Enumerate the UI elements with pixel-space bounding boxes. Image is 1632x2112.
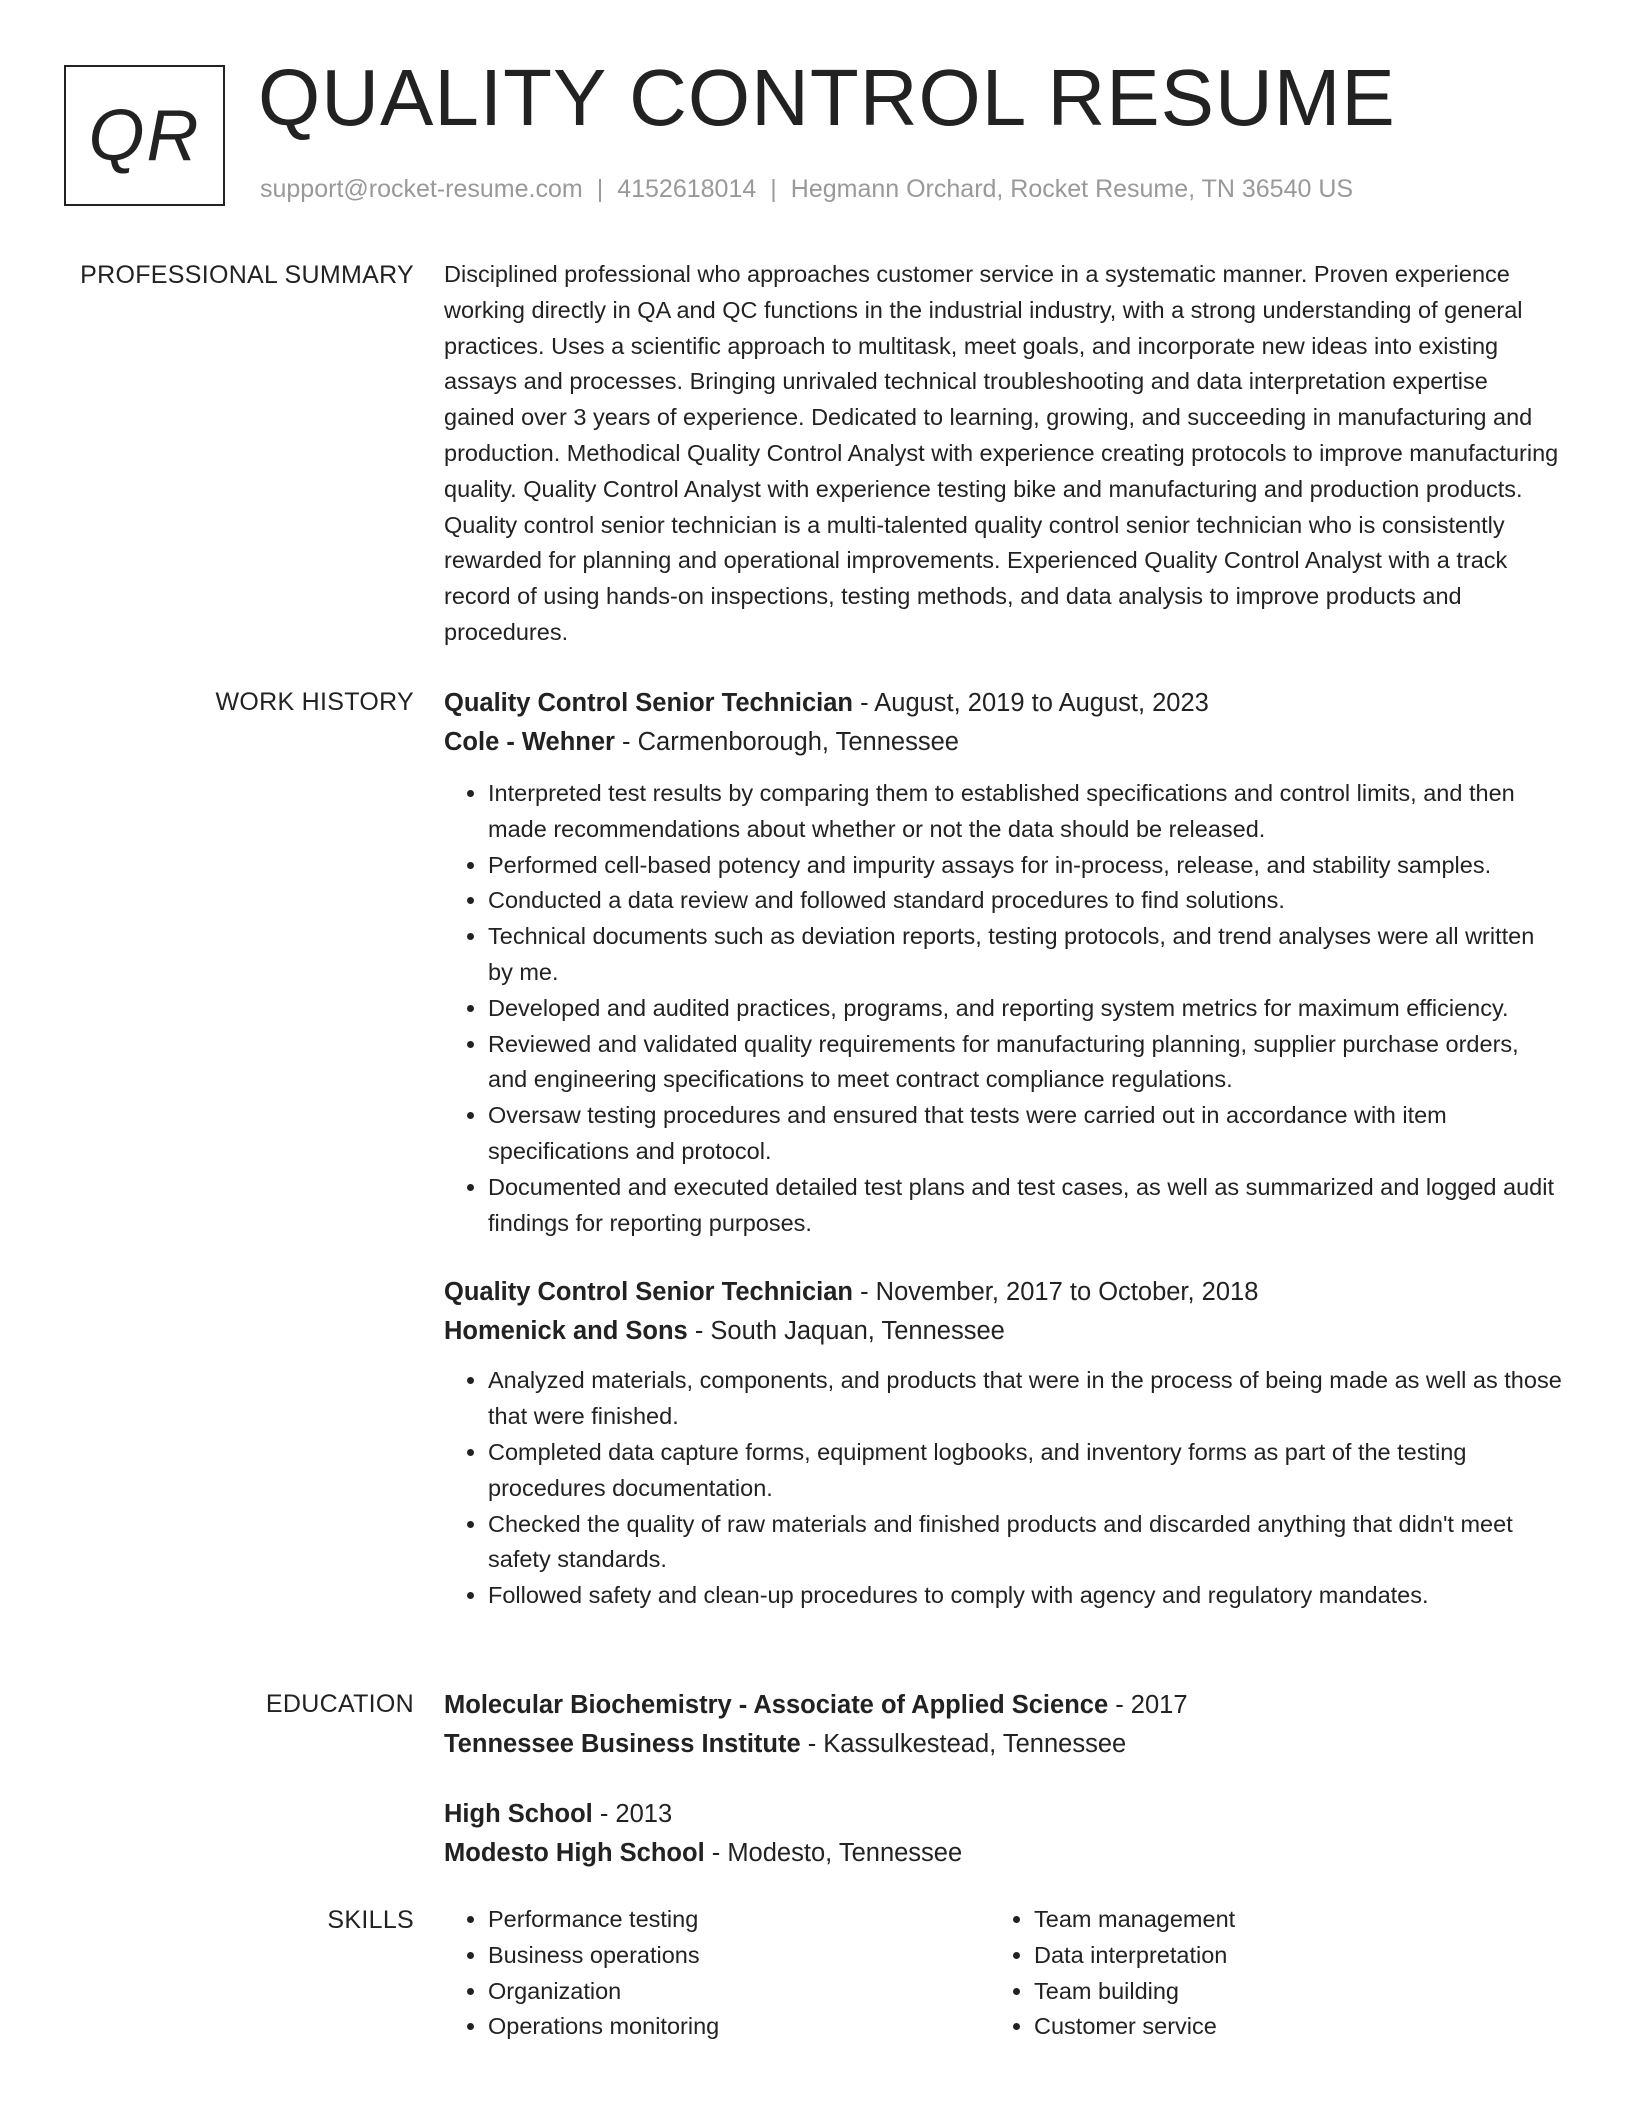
job-title-line (444, 1273, 1564, 1312)
contact-address: Hegmann Orchard, Rocket Resume, TN 36540 US (790, 175, 1354, 203)
skill-item: • Team management (1034, 1902, 1235, 1938)
skills-columns (444, 1902, 1564, 2045)
summary-text: Disciplined professional who approaches customer service in a systematic manner. Proven experience working directly in QA and QC functions in the industrial industry, with a strong understanding of general practices. Uses a scientific approach to multitask, meet goals, and incorporate new ideas into existing assays and processes. Bringing unrivaled technical troubleshooting and data interpretation expertise gained over 3 years of experience. Dedicated to learning, growing, and succeeding in manufacturing and production. Methodical Quality Control Analyst with experience creating protocols to improve manufacturing quality. Quality Control Analyst with experience testing bike and manufacturing and production products. Quality control senior technician is a multi-talented quality control senior technician who is consistently rewarded for planning and operational improvements. Experienced Quality Control Analyst with a track record of using hands-on inspections, testing methods, and data analysis to improve products and procedures. (444, 261, 1559, 645)
skill-item: • Team building (1034, 1974, 1235, 2010)
job-title: Quality Control Senior Technician (444, 1278, 853, 1307)
degree: High School (444, 1800, 593, 1828)
job-entry (444, 1273, 1564, 1614)
job-location: - South Jaquan, Tennessee (687, 1317, 1005, 1346)
list-item: • Completed data capture forms, equipment logbooks, and inventory forms as part of the testing procedures documentation. (488, 1435, 1564, 1507)
section-label-work-history: WORK HISTORY (215, 688, 414, 716)
school-line (444, 1834, 1564, 1873)
degree-year: - 2013 (592, 1800, 673, 1828)
contact-separator: | (596, 175, 604, 203)
section-label-summary: PROFESSIONAL SUMMARY (80, 261, 414, 289)
contact-phone: 4152618014 (617, 175, 757, 203)
degree-line (444, 1686, 1564, 1725)
list-item: • Checked the quality of raw materials and finished products and discarded anything that didn't meet safety standards. (488, 1507, 1564, 1579)
job-bullets (444, 1363, 1564, 1614)
job-entry (444, 684, 1564, 1241)
degree: Molecular Biochemistry - Associate of Applied Science (444, 1691, 1109, 1719)
school: Modesto High School (444, 1839, 705, 1867)
list-item: • Followed safety and clean-up procedures to comply with agency and regulatory mandates. (488, 1578, 1564, 1614)
monogram-logo: QR (64, 65, 225, 206)
job-dates: - November, 2017 to October, 2018 (853, 1278, 1259, 1307)
skill-item: • Customer service (1034, 2009, 1235, 2045)
section-label-education: EDUCATION (265, 1690, 414, 1718)
degree-line (444, 1795, 1564, 1834)
degree-year: - 2017 (1108, 1691, 1188, 1719)
job-dates: - August, 2019 to August, 2023 (853, 689, 1209, 717)
contact-line (260, 172, 1353, 206)
list-item: • Documented and executed detailed test plans and test cases, as well as summarized and logged audit findings for reporting purposes. (488, 1170, 1564, 1242)
school-location: - Kassulkestead, Tennessee (800, 1730, 1127, 1758)
education-entry (444, 1795, 1564, 1873)
job-company-line (444, 1312, 1564, 1351)
education-entry (444, 1686, 1564, 1764)
skills-list-right (990, 1902, 1235, 2045)
job-location: - Carmenborough, Tennessee (614, 728, 959, 756)
list-item: • Oversaw testing procedures and ensured that tests were carried out in accordance with item specifications and protocol. (488, 1098, 1564, 1170)
list-item: • Developed and audited practices, programs, and reporting system metrics for maximum efficiency. (488, 991, 1564, 1027)
job-company-line (444, 723, 1564, 762)
list-item: • Analyzed materials, components, and products that were in the process of being made as well as those that were finished. (488, 1363, 1564, 1435)
list-item: • Technical documents such as deviation reports, testing protocols, and trend analyses were all written by me. (488, 919, 1564, 991)
list-item: • Interpreted test results by comparing them to established specifications and control limits, and then made recommendations about whether or not the data should be released. (488, 776, 1564, 848)
skill-item: • Data interpretation (1034, 1938, 1235, 1974)
skill-item: • Business operations (488, 1938, 990, 1974)
contact-separator: | (770, 175, 777, 203)
list-item: • Performed cell-based potency and impurity assays for in-process, release, and stability samples. (488, 848, 1564, 884)
job-title-line (444, 684, 1564, 723)
resume-title: QUALITY CONTROL RESUME (258, 53, 1396, 142)
skills-list-left (444, 1902, 990, 2045)
skill-item: • Performance testing (488, 1902, 990, 1938)
job-company: Homenick and Sons (444, 1317, 688, 1346)
list-item: • Reviewed and validated quality requirements for manufacturing planning, supplier purchase orders, and engineering specifications to meet contract compliance regulations. (488, 1027, 1564, 1099)
skill-item: • Organization (488, 1974, 990, 2010)
job-title: Quality Control Senior Technician (444, 689, 853, 717)
school: Tennessee Business Institute (444, 1730, 801, 1758)
school-line (444, 1725, 1564, 1764)
section-label-skills: SKILLS (327, 1906, 414, 1934)
job-company: Cole - Wehner (444, 728, 615, 756)
skill-item: • Operations monitoring (488, 2009, 990, 2045)
job-bullets (444, 776, 1564, 1241)
school-location: - Modesto, Tennessee (704, 1839, 963, 1867)
list-item: • Conducted a data review and followed standard procedures to find solutions. (488, 883, 1564, 919)
contact-email: support@rocket-resume.com (260, 175, 583, 203)
